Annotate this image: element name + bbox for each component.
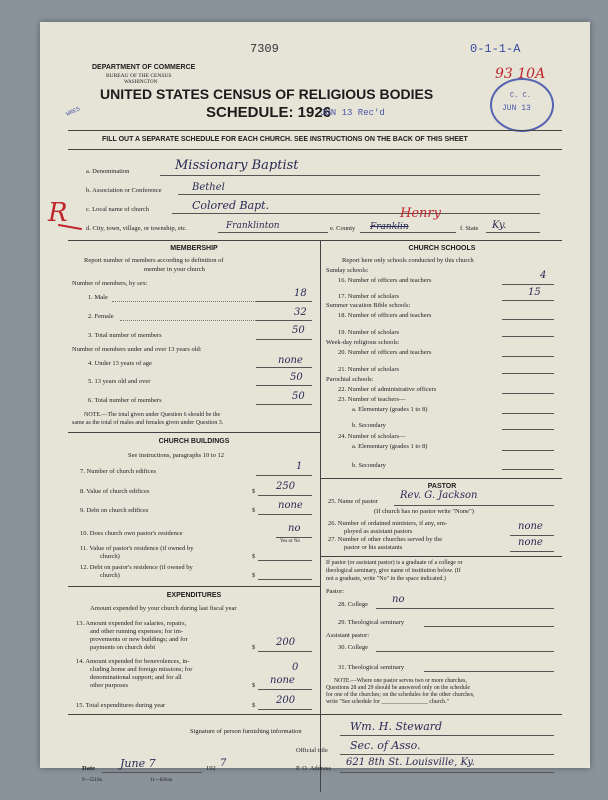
underline <box>160 175 540 176</box>
pastor-label: Pastor: <box>326 588 345 595</box>
serial-number: 7309 <box>250 42 279 56</box>
q14-label-c: denominational support; and for all <box>90 674 182 681</box>
classification-code: 0-1-1-A <box>470 42 521 56</box>
red-mark: R <box>48 198 68 228</box>
answer-line <box>340 754 554 755</box>
answer-line <box>258 689 312 690</box>
members-by-sex-label: Number of members, by sex: <box>72 280 148 287</box>
q22-label: 22. Number of administrative officers <box>338 386 437 393</box>
city-label: WASHINGTON <box>124 80 158 85</box>
q8-label: 8. Value of church edifices <box>80 488 150 495</box>
q6-value: 50 <box>292 391 305 402</box>
answer-line <box>502 429 554 430</box>
schools-sub: Report here only schools conducted by this church <box>342 257 474 264</box>
q2-value: 32 <box>294 307 307 318</box>
graduate-note-3: not a graduate, write "No" in the space indicated.) <box>326 576 446 582</box>
underline <box>360 232 456 233</box>
state-value: Ky. <box>492 220 507 231</box>
bureau-label: BUREAU OF THE CENSUS <box>106 73 172 79</box>
q16-label: 16. Number of officers and teachers <box>338 277 432 284</box>
q11-label-b: church) <box>100 553 120 560</box>
dollar-sign: $ <box>252 507 256 514</box>
year-value: 7 <box>220 758 227 769</box>
weekday-label: Week-day religious schools: <box>326 339 400 346</box>
q21-label: 21. Number of scholars <box>338 366 400 373</box>
q4-label: 4. Under 13 years of age <box>88 360 152 367</box>
county-struck-value: Franklin <box>370 222 409 232</box>
pastor-note-2: Questions 28 and 29 should be answered only on the schedule <box>326 685 470 691</box>
expenditures-heading: EXPENDITURES <box>166 592 222 599</box>
denomination-value: Missionary Baptist <box>175 158 299 173</box>
membership-note-2: same as the total of males and females given under Question 3. <box>72 420 224 426</box>
q1-value: 18 <box>294 288 307 299</box>
q26-label-a: 26. Number of ordained ministers, if any, em- <box>328 520 448 527</box>
official-title-label: Official title <box>296 747 328 754</box>
membership-heading: MEMBERSHIP <box>170 245 218 252</box>
answer-line <box>256 320 312 321</box>
divider <box>320 478 562 479</box>
q2-label: 2. Female <box>88 313 114 320</box>
answer-line <box>258 651 312 652</box>
buildings-heading: CHURCH BUILDINGS <box>158 438 230 445</box>
answer-line <box>510 535 554 536</box>
answer-line <box>258 579 312 580</box>
q13-label-b: and other running expenses; for im- <box>90 628 183 635</box>
answer-line <box>502 469 554 470</box>
q7-label: 7. Number of church edifices <box>80 468 156 475</box>
q4-value: none <box>278 355 303 366</box>
address-label: P. O. Address <box>296 765 332 772</box>
graduate-note-1: If pastor (or assistant pastor) is a graduate of a college or <box>326 560 463 566</box>
q6-label: 6. Total number of members <box>88 397 162 404</box>
divider <box>68 586 320 587</box>
q26-value: none <box>518 521 543 532</box>
answer-line <box>256 367 312 368</box>
q24-label: 24. Number of scholars— <box>338 433 406 440</box>
address-value: 621 8th St. Louisville, Ky. <box>346 757 475 768</box>
q9-label: 9. Debt on church edifices <box>80 507 149 514</box>
dollar-sign: $ <box>252 702 256 709</box>
dollar-sign: $ <box>252 572 256 579</box>
local-name-label: c. Local name of church <box>86 206 149 213</box>
answer-line <box>502 413 554 414</box>
sunday-label: Sunday schools: <box>326 267 369 274</box>
q3-value: 50 <box>292 325 305 336</box>
pastor-note-1: NOTE.—Where one pastor serves two or more churches, <box>334 678 467 684</box>
q8-value: 250 <box>276 481 296 492</box>
answer-line <box>424 626 554 627</box>
signature-label: Signature of person furnishing information <box>190 728 302 735</box>
q23b-label: b. Secondary <box>352 422 386 429</box>
answer-line <box>258 709 312 710</box>
membership-sub2: member in your church <box>144 266 205 273</box>
column-divider <box>320 240 321 792</box>
q13-label-d: payments on church debt <box>90 644 156 651</box>
q10-value: no <box>288 523 301 534</box>
census-schedule-page <box>40 22 590 783</box>
dollar-sign: $ <box>252 553 256 560</box>
q27-label-b: pastor or his assistants <box>344 544 403 551</box>
q19-label: 19. Number of scholars <box>338 329 400 336</box>
q27-value: none <box>518 537 543 548</box>
underline <box>486 232 540 233</box>
circle-stamp-line-2: JUN 13 <box>502 104 531 113</box>
q13-label-c: provements or new buildings; and for <box>90 636 188 643</box>
q25-value: Rev. G. Jackson <box>400 490 478 501</box>
instructions-line: FILL OUT A SEPARATE SCHEDULE FOR EACH CHURCH. SEE INSTRUCTIONS ON THE BACK OF THIS SHEET <box>102 136 468 143</box>
date-value: June 7 <box>120 757 156 770</box>
q13-label-a: 13. Amount expended for salaries, repairs, <box>76 620 187 627</box>
answer-line <box>340 772 554 773</box>
membership-note-1: NOTE.—The total given under Question 6 should be the <box>84 412 221 418</box>
q12-label-a: 12. Debt on pastor's residence (if owned by <box>80 564 193 571</box>
official-title-value: Sec. of Asso. <box>350 739 421 752</box>
q14-extra-value: 0 <box>292 662 299 673</box>
underline <box>218 232 328 233</box>
divider <box>68 149 562 150</box>
dollar-sign: $ <box>252 682 256 689</box>
underline <box>172 213 540 214</box>
schedule-title: SCHEDULE: 1926 <box>206 104 332 121</box>
print-number: 11—8264a <box>150 778 173 783</box>
q20-label: 20. Number of officers and teachers <box>338 349 432 356</box>
answer-line <box>256 404 312 405</box>
answer-line <box>502 300 554 301</box>
q7-value: 1 <box>296 461 303 472</box>
dollar-sign: $ <box>252 488 256 495</box>
q17-label: 17. Number of scholars <box>338 293 400 300</box>
answer-line <box>258 560 312 561</box>
date-label: Date <box>82 765 95 772</box>
q25-note: (If church has no pastor write "None") <box>374 508 474 515</box>
answer-line <box>502 319 554 320</box>
q18-label: 18. Number of officers and teachers <box>338 312 432 319</box>
signature-value: Wm. H. Steward <box>350 720 443 733</box>
q14-value: none <box>270 675 295 686</box>
yes-no-hint: Yes or No <box>280 539 301 544</box>
answer-line <box>340 735 554 736</box>
divider <box>68 130 562 131</box>
q9-value: none <box>278 500 303 511</box>
answer-line <box>102 772 202 773</box>
schools-heading: CHURCH SCHOOLS <box>408 245 476 252</box>
pastor-note-4: write "See schedule for ________________ church." <box>326 699 449 705</box>
underline <box>178 194 540 195</box>
received-circle-stamp <box>490 78 554 132</box>
year-prefix: 192 <box>206 765 216 772</box>
q15-value: 200 <box>276 695 296 706</box>
answer-line <box>502 284 554 285</box>
answer-line <box>502 373 554 374</box>
answer-line <box>376 651 554 652</box>
q28-label: 28. College <box>338 601 368 608</box>
county-corrected-value: Henry <box>400 206 441 221</box>
under-over-label: Number of members under and over 13 years old: <box>72 346 202 353</box>
dollar-sign: $ <box>252 644 256 651</box>
divider <box>320 556 562 557</box>
received-stamp: JUN 13 Rec'd <box>320 108 385 118</box>
q30-label: 30. College <box>338 644 368 651</box>
answer-line <box>502 336 554 337</box>
parochial-label: Parochial schools: <box>326 376 374 383</box>
q5-value: 50 <box>290 372 303 383</box>
q15-label: 15. Total expenditures during year <box>76 702 166 709</box>
q24b-label: b. Secondary <box>352 462 386 469</box>
assistant-pastor-label: Assistant pastor: <box>326 632 370 639</box>
answer-line <box>502 356 554 357</box>
membership-sub1: Report number of members according to definition of <box>84 257 224 264</box>
q23-label: 23. Number of teachers— <box>338 396 406 403</box>
association-label: b. Association or Conference <box>86 187 162 194</box>
q23a-label: a. Elementary (grades 1 to 8) <box>352 406 428 413</box>
q25-label: 25. Name of pastor <box>328 498 378 505</box>
q26-label-b: ployed as assistant pastors <box>344 528 413 535</box>
q14-label-a: 14. Amount expended for benevolences, in- <box>76 658 190 665</box>
buildings-sub: See instructions, paragraphs 10 to 12 <box>128 452 225 459</box>
answer-line <box>502 393 554 394</box>
leader-dots <box>120 320 256 321</box>
q24a-label: a. Elementary (grades 1 to 8) <box>352 443 428 450</box>
answer-line <box>276 537 312 538</box>
association-value: Bethel <box>192 182 225 193</box>
q16-value: 4 <box>540 270 547 281</box>
side-stamp: WRES <box>65 105 82 118</box>
q12-label-b: church) <box>100 572 120 579</box>
answer-line <box>258 514 312 515</box>
q5-label: 5. 13 years old and over <box>88 378 151 385</box>
answer-line <box>256 385 312 386</box>
pastor-heading: PASTOR <box>427 483 457 490</box>
answer-line <box>256 475 312 476</box>
q13-value: 200 <box>276 637 296 648</box>
answer-line <box>510 551 554 552</box>
divider <box>68 714 562 715</box>
city-value: Franklinton <box>226 221 280 231</box>
q27-label-a: 27. Number of other churches served by the <box>328 536 443 543</box>
q14-label-b: cluding home and foreign missions; for <box>90 666 193 673</box>
answer-line <box>376 608 554 609</box>
divider <box>68 432 320 433</box>
q29-label: 29. Theological seminary <box>338 619 405 626</box>
department-label: DEPARTMENT OF COMMERCE <box>92 64 196 71</box>
q11-label-a: 11. Value of pastor's residence (if owned by <box>80 545 194 552</box>
answer-line <box>258 495 312 496</box>
q17-value: 15 <box>528 287 541 298</box>
q1-label: 1. Male <box>88 294 108 301</box>
form-title: UNITED STATES CENSUS OF RELIGIOUS BODIES <box>100 86 434 102</box>
pastor-note-3: for one of the churches; on the schedules for the other churches, <box>326 692 475 698</box>
expenditures-sub: Amount expended by your church during last fiscal year <box>90 605 237 612</box>
q10-label: 10. Does church own pastor's residence <box>80 530 183 537</box>
form-number: 9—5519a <box>82 778 102 783</box>
divider <box>68 240 562 241</box>
denomination-label: a. Denomination <box>86 168 130 175</box>
local-name-value: Colored Bapt. <box>192 199 270 212</box>
graduate-note-2: theological seminary, give name of institution below. (If <box>326 568 461 574</box>
summer-label: Summer vacation Bible schools: <box>326 302 411 309</box>
q14-label-d: other purposes <box>90 682 129 689</box>
q31-label: 31. Theological seminary <box>338 664 405 671</box>
circle-stamp-line-1: C. C. <box>510 92 532 100</box>
q3-label: 3. Total number of members <box>88 332 162 339</box>
q28-value: no <box>392 594 405 605</box>
county-label: e. County <box>330 225 356 232</box>
answer-line <box>394 505 554 506</box>
city-label: d. City, town, village, or township, etc. <box>86 225 188 232</box>
answer-line <box>502 450 554 451</box>
red-file-code: 93 10A <box>495 66 546 82</box>
answer-line <box>256 339 312 340</box>
answer-line <box>256 301 312 302</box>
state-label: f. State <box>460 225 479 232</box>
answer-line <box>424 671 554 672</box>
